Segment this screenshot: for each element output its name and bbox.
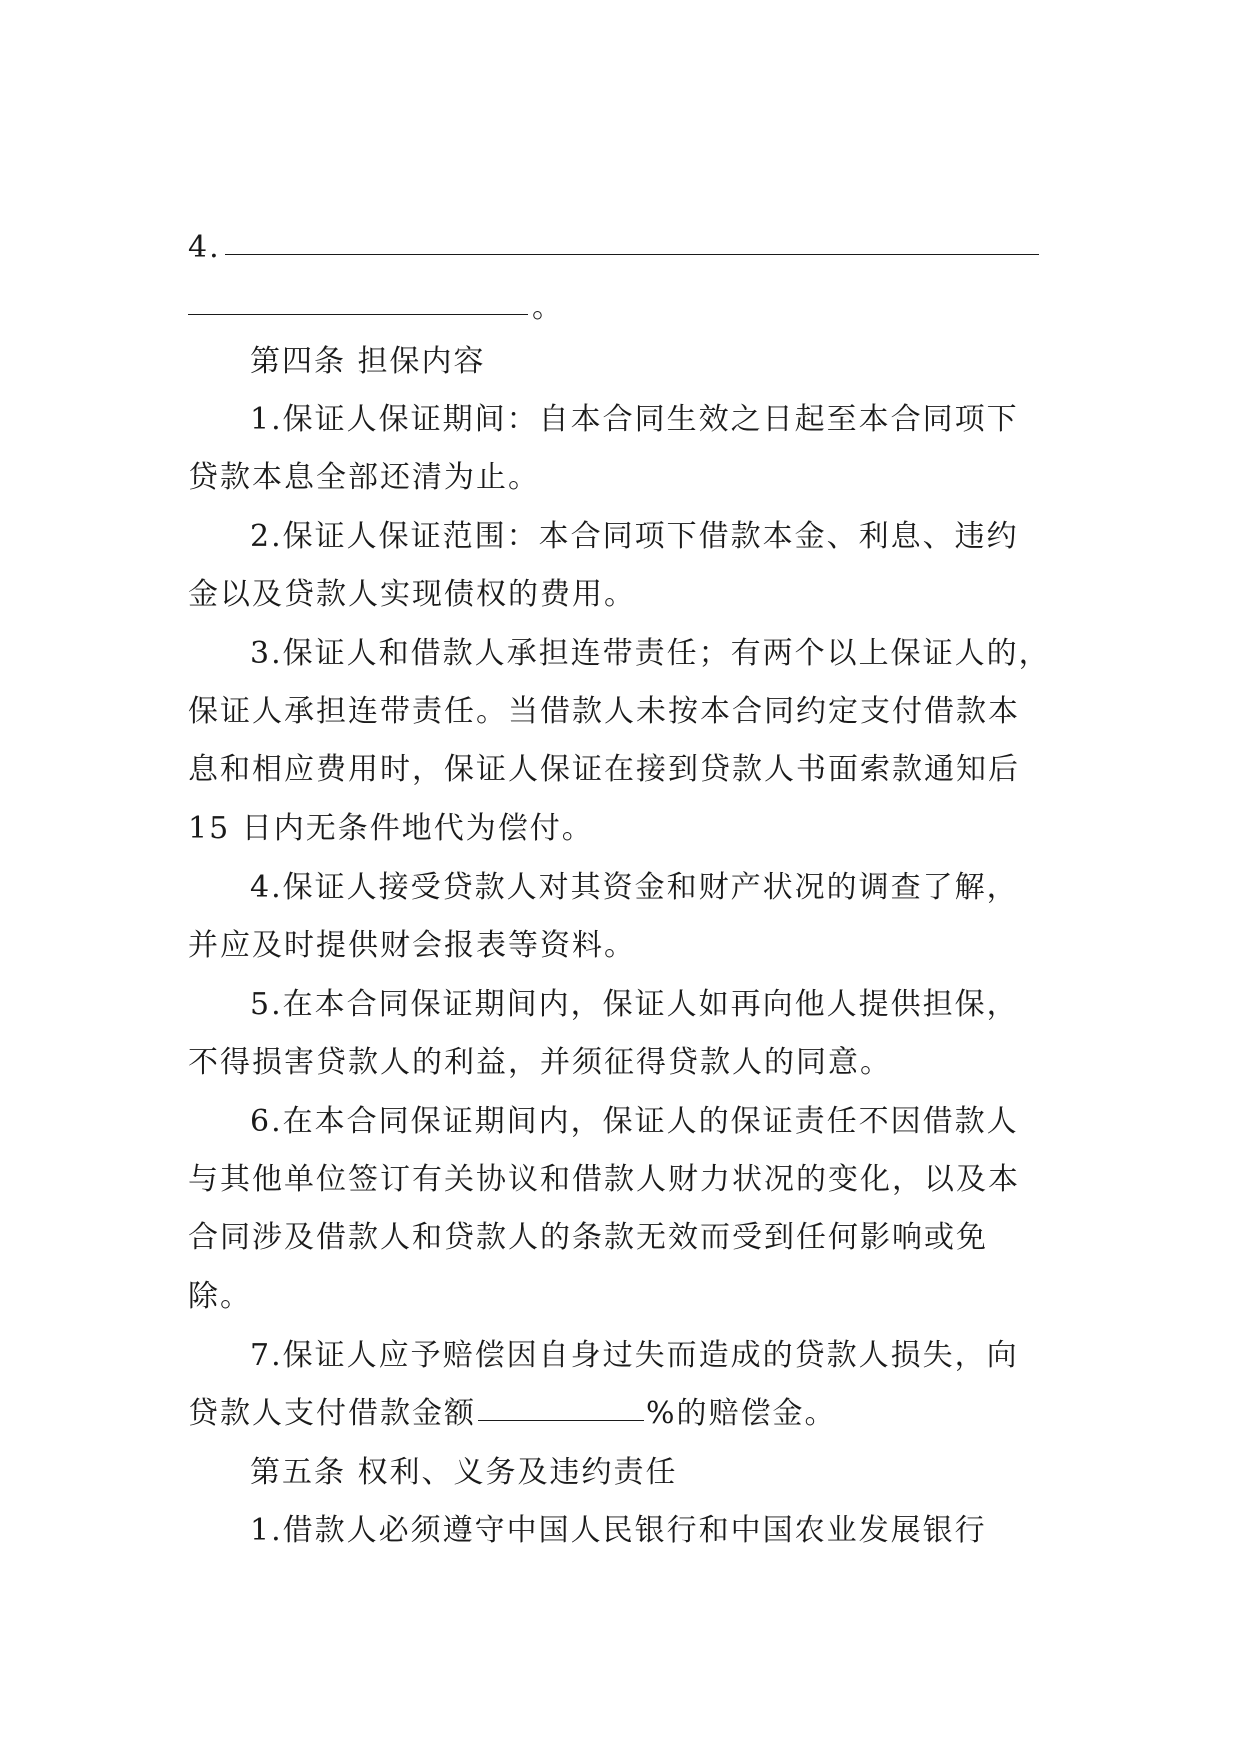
clause-4-1-line: 贷款本息全部还清为止。 xyxy=(188,460,540,495)
clause-4-6-line: 除。 xyxy=(188,1279,252,1314)
fill-in-blank[interactable] xyxy=(188,314,528,315)
clause-4-7-line: 7.保证人应予赔偿因自身过失而造成的贷款人损失，向 xyxy=(250,1338,1019,1373)
clause-4-4-line: 并应及时提供财会报表等资料。 xyxy=(188,928,636,963)
fill-in-blank[interactable] xyxy=(225,254,1039,255)
clause-4-6-line: 合同涉及借款人和贷款人的条款无效而受到任何影响或免 xyxy=(188,1220,988,1255)
article-4-heading: 第四条 担保内容 xyxy=(250,344,486,379)
article-5-heading: 第五条 权利、义务及违约责任 xyxy=(250,1455,678,1490)
clause-4-2-line: 2.保证人保证范围：本合同项下借款本金、利息、违约 xyxy=(250,519,1019,554)
clause-4-3-line: 15 日内无条件地代为偿付。 xyxy=(188,811,594,846)
clause-4-5-line: 5.在本合同保证期间内，保证人如再向他人提供担保， xyxy=(250,987,1019,1022)
clause-4-2-line: 金以及贷款人实现债权的费用。 xyxy=(188,577,636,612)
clause-4-5-line: 不得损害贷款人的利益，并须征得贷款人的同意。 xyxy=(188,1045,892,1080)
clause-4-3-line: 息和相应费用时，保证人保证在接到贷款人书面索款通知后 xyxy=(188,752,1020,787)
clause-4-7-text: %的赔偿金。 xyxy=(646,1396,837,1431)
clause-5-1-line: 1.借款人必须遵守中国人民银行和中国农业发展银行 xyxy=(250,1513,987,1548)
item-4-line xyxy=(188,228,1043,268)
clause-4-3-line: 保证人承担连带责任。当借款人未按本合同约定支付借款本 xyxy=(188,694,1020,729)
clause-4-4-line: 4.保证人接受贷款人对其资金和财产状况的调查了解， xyxy=(250,870,1019,905)
clause-4-6-line: 与其他单位签订有关协议和借款人财力状况的变化，以及本 xyxy=(188,1162,1020,1197)
clause-4-3-line: 3.保证人和借款人承担连带责任；有两个以上保证人的， xyxy=(250,636,1051,671)
item-4-end: 。 xyxy=(532,290,564,325)
clause-4-7-line xyxy=(188,1394,837,1434)
clause-4-1-line: 1.保证人保证期间：自本合同生效之日起至本合同项下 xyxy=(250,402,1019,437)
clause-4-7-text: 贷款人支付借款金额 xyxy=(188,1396,476,1431)
clause-4-6-line: 6.在本合同保证期间内，保证人的保证责任不因借款人 xyxy=(250,1104,1019,1139)
percentage-blank[interactable] xyxy=(478,1420,644,1421)
item-4-prefix: 4. xyxy=(188,230,221,265)
item-4-continuation xyxy=(188,288,564,328)
